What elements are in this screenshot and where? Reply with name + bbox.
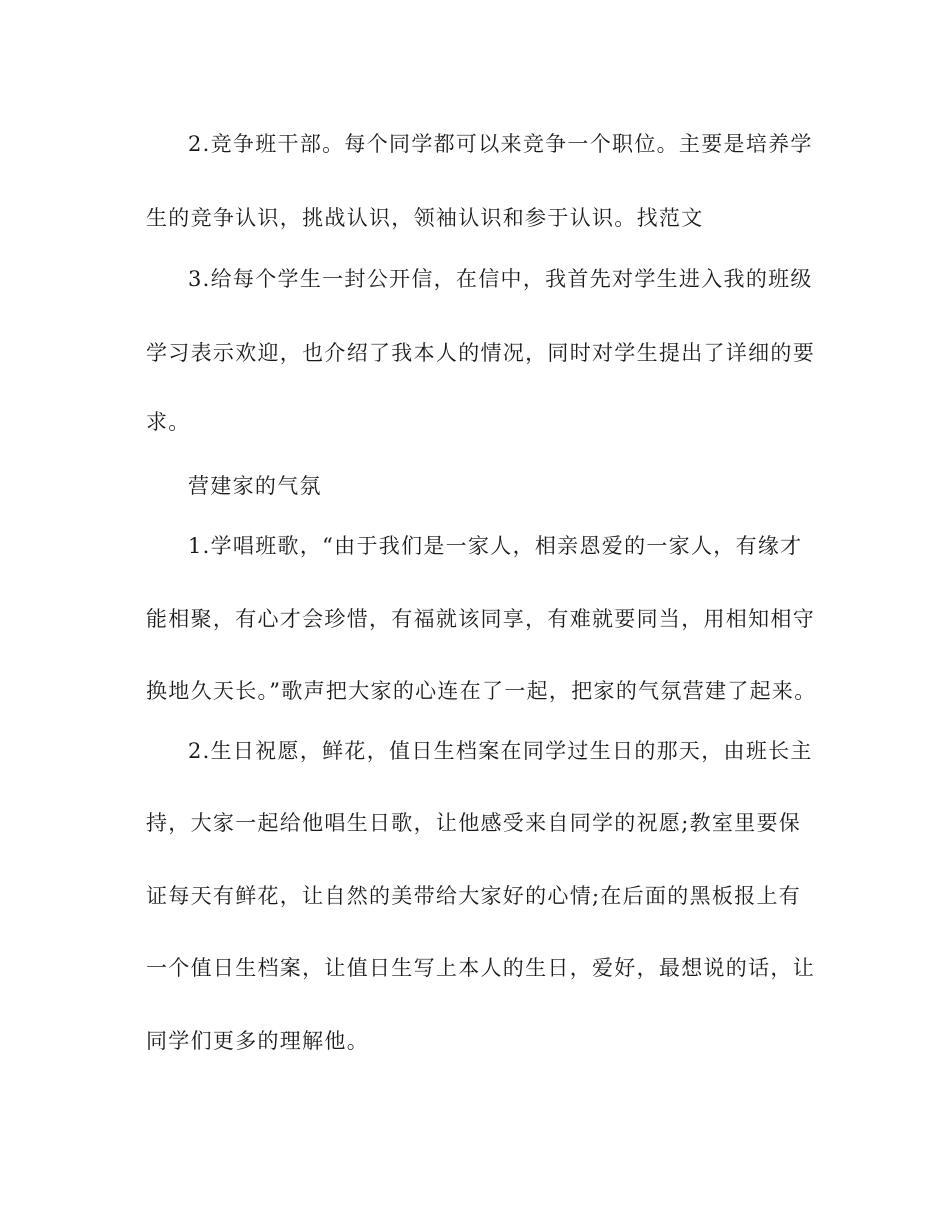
paragraph-line: 求。 [146,410,191,434]
paragraph-line: 持，大家一起给他唱生日歌，让他感受来自同学的祝愿;教室里要保 [146,811,802,835]
paragraph-line: 生的竞争认识，挑战认识，领袖认识和参于认识。找范文 [146,206,704,230]
paragraph-line: 一个值日生档案，让值日生写上本人的生日，爱好，最想说的话，让 [146,956,815,980]
section-heading: 营建家的气氛 [188,474,322,498]
paragraph-line: 换地久天长。”歌声把大家的心连在了一起，把家的气氛营建了起来。 [146,679,817,703]
paragraph-line: 证每天有鲜花，让自然的美带给大家好的心情;在后面的黑板报上有 [146,884,802,908]
paragraph-line: 同学们更多的理解他。 [146,1029,369,1053]
paragraph-line: 3.给每个学生一封公开信，在信中，我首先对学生进入我的班级 [188,267,813,291]
paragraph-line: 能相聚，有心才会珍惜，有福就该同享，有难就要同当，用相知相守 [146,607,815,631]
paragraph-line: 1.学唱班歌，“由于我们是一家人，相亲恩爱的一家人，有缘才 [188,534,803,558]
paragraph-line: 学习表示欢迎，也介绍了我本人的情况，同时对学生提出了详细的要 [146,341,815,365]
paragraph-line: 2.竞争班干部。每个同学都可以来竞争一个职位。主要是培养学 [188,132,813,156]
paragraph-line: 2.生日祝愿，鲜花，值日生档案在同学过生日的那天，由班长主 [188,739,813,763]
